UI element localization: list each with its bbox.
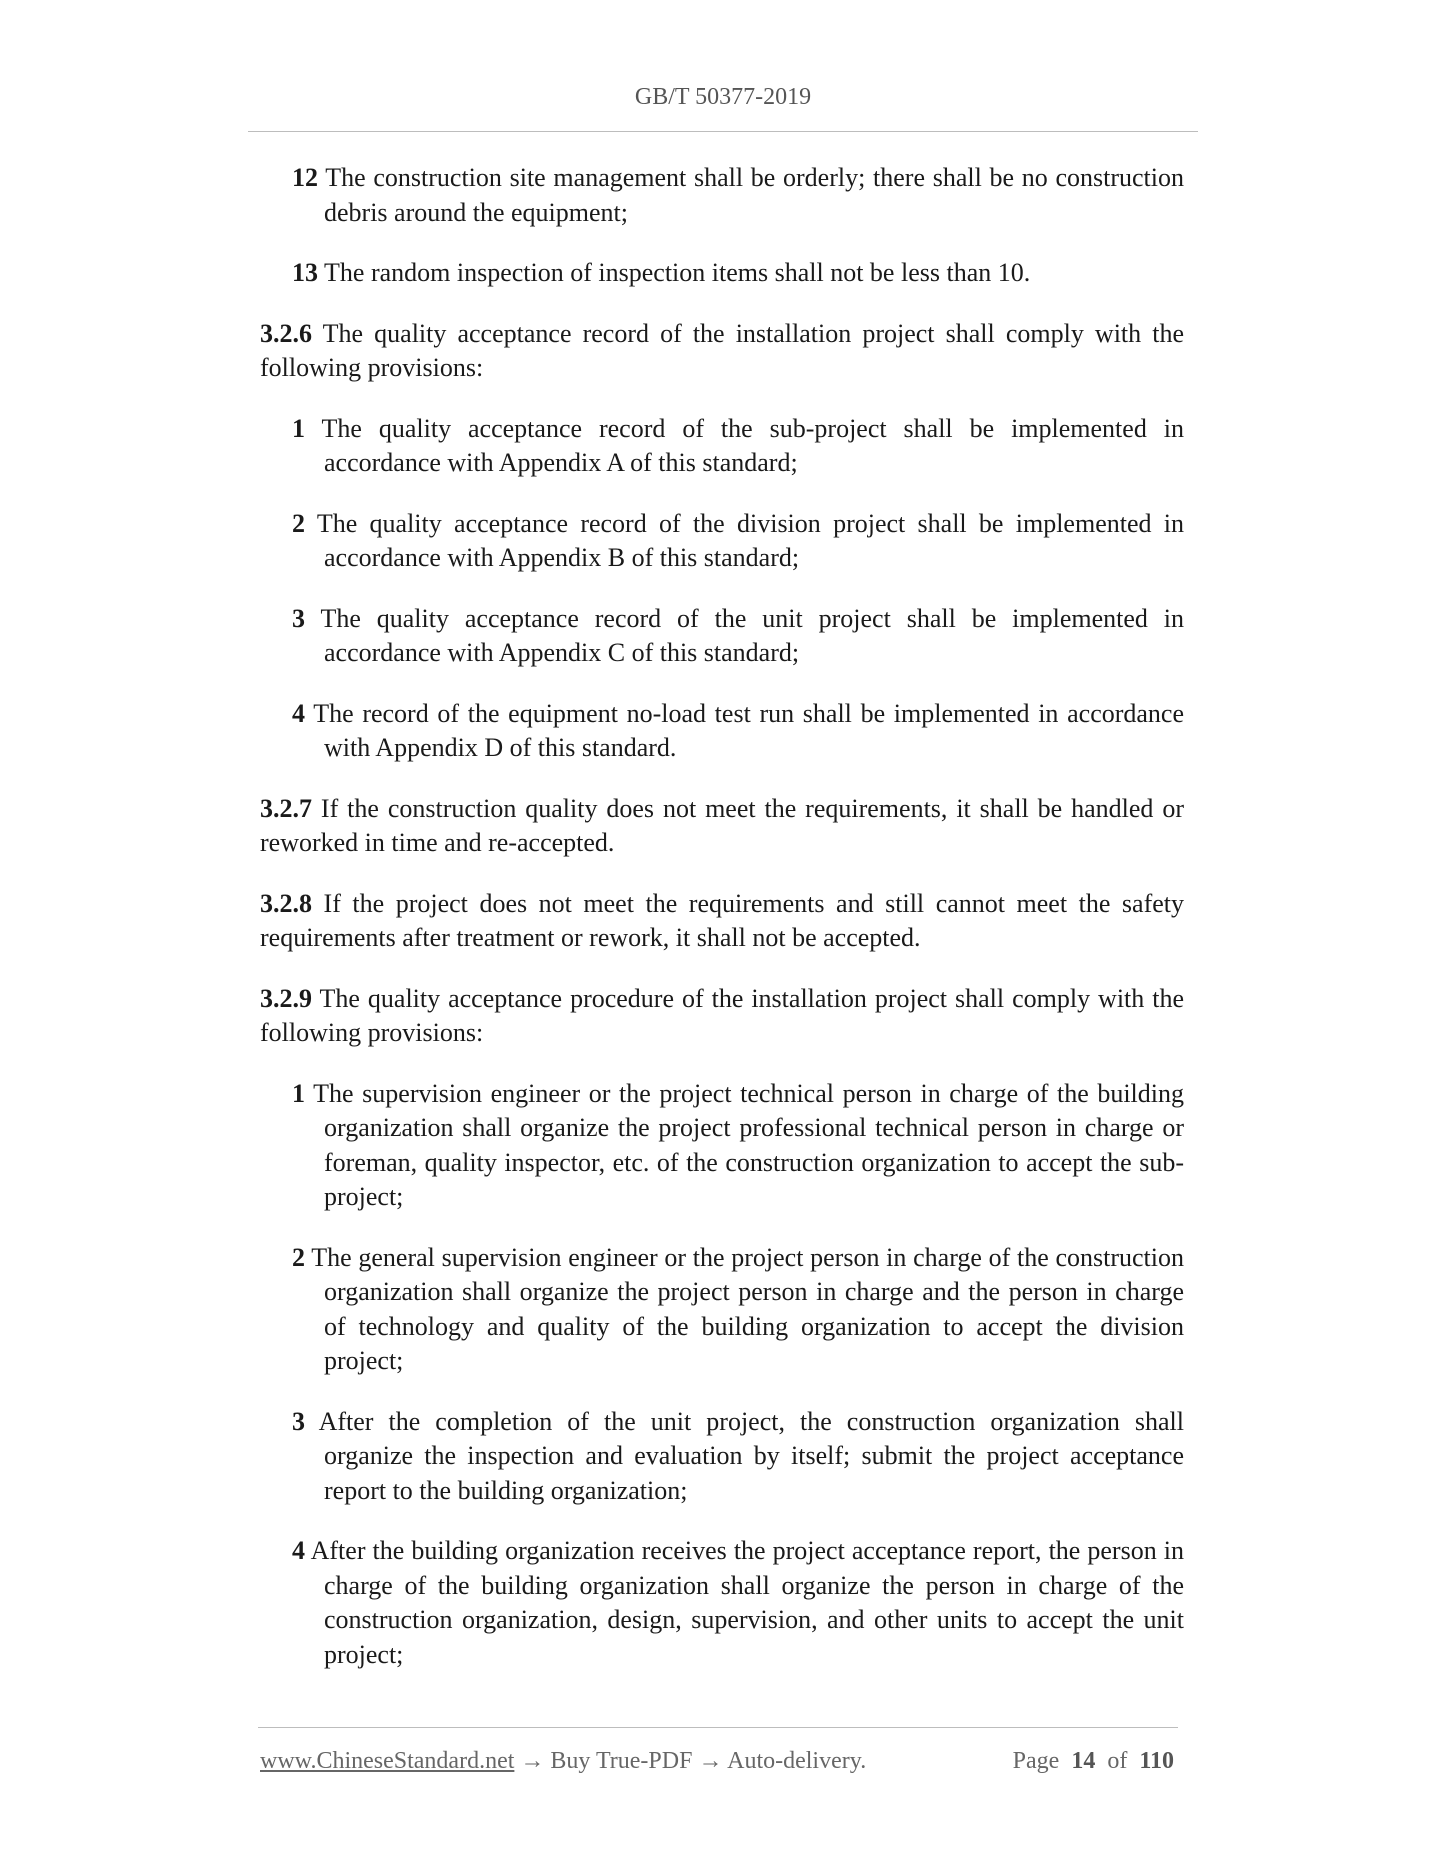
clause-text: The quality acceptance record of the installation project shall comply with the following provisions: (260, 318, 1185, 382)
clause-3-2-7 (260, 792, 1184, 861)
footer-tagline: → Buy True-PDF → Auto-delivery. (520, 1748, 867, 1774)
list-item (292, 1241, 1184, 1379)
clause-number: 3.2.8 (260, 888, 312, 918)
clause-text: If the construction quality does not meet the requirements, it shall be handled or reworked in time and re-accepted. (260, 793, 1185, 857)
item-number: 13 (292, 258, 318, 287)
item-text: After the completion of the unit project, the construction organization shall organize the inspection and evaluation by itself; submit the project acceptance report to the building organization; (318, 1406, 1184, 1505)
item-text: After the building organization receives the project acceptance report, the person in charge of the building organization shall organize the person in charge of the construction organization, design, supervision, and other units to accept the unit project; (310, 1536, 1184, 1669)
item-text: The construction site management shall be orderly; there shall be no construction debris around the equipment; (324, 163, 1184, 227)
clause-3-2-6 (260, 317, 1184, 386)
item-text: The quality acceptance record of the sub-project shall be implemented in accordance with Appendix A of this standard; (321, 413, 1184, 477)
item-text: The general supervision engineer or the project person in charge of the construction organization shall organize the project person in charge and the person in charge of technology and quality of the building organization to accept the division project; (311, 1242, 1185, 1375)
website-link[interactable]: www.ChineseStandard.net (260, 1748, 515, 1774)
item-number: 3 (292, 1406, 305, 1436)
list-item (292, 1077, 1184, 1215)
clause-number: 3.2.7 (260, 793, 312, 823)
of-label: of (1107, 1748, 1128, 1774)
item-text: The quality acceptance record of the unit project shall be implemented in accordance with Appendix C of this standard; (320, 603, 1185, 667)
list-item (292, 1534, 1184, 1672)
list-item (292, 602, 1184, 671)
list-item (292, 412, 1184, 481)
footer-divider (258, 1727, 1178, 1728)
page-counter (1013, 1748, 1174, 1775)
item-text: The supervision engineer or the project technical person in charge of the building organization shall organize the project professional technical person in charge or foreman, quality inspector, etc. of the construction organization to accept the sub-project; (313, 1078, 1185, 1211)
clause-text: The quality acceptance procedure of the installation project shall comply with the following provisions: (260, 983, 1185, 1047)
clause-number: 3.2.9 (260, 983, 312, 1013)
clause-number: 3.2.6 (260, 318, 312, 348)
item-text: The record of the equipment no-load test run shall be implemented in accordance with Appendix D of this standard. (313, 698, 1185, 762)
header-divider (248, 131, 1198, 132)
clause-text: If the project does not meet the requirements and still cannot meet the safety requirements after treatment or rework, it shall not be accepted. (260, 888, 1184, 952)
item-number: 3 (292, 603, 305, 633)
clause-3-2-8 (260, 887, 1184, 956)
footer-promo (260, 1748, 866, 1775)
item-number: 1 (292, 413, 305, 443)
clause-3-2-9 (260, 982, 1184, 1051)
item-number: 12 (292, 163, 318, 192)
document-body (260, 161, 1184, 1698)
item-text: The quality acceptance record of the division project shall be implemented in accordance with Appendix B of this standard; (316, 508, 1185, 572)
list-item (292, 507, 1184, 576)
item-number: 2 (292, 1242, 305, 1272)
list-item (292, 1405, 1184, 1509)
page-label: Page (1012, 1748, 1060, 1774)
list-item (292, 256, 1184, 291)
item-number: 2 (292, 508, 305, 538)
list-item (292, 161, 1184, 230)
item-number: 1 (292, 1078, 305, 1108)
list-item (292, 697, 1184, 766)
current-page: 14 (1071, 1748, 1096, 1774)
item-text: The random inspection of inspection items shall not be less than 10. (324, 258, 1031, 287)
item-number: 4 (292, 698, 305, 728)
page-footer (260, 1748, 1174, 1775)
item-number: 4 (292, 1536, 305, 1565)
page-header (248, 84, 1198, 111)
total-pages: 110 (1139, 1748, 1174, 1774)
document-code: GB/T 50377-2019 (634, 84, 812, 110)
